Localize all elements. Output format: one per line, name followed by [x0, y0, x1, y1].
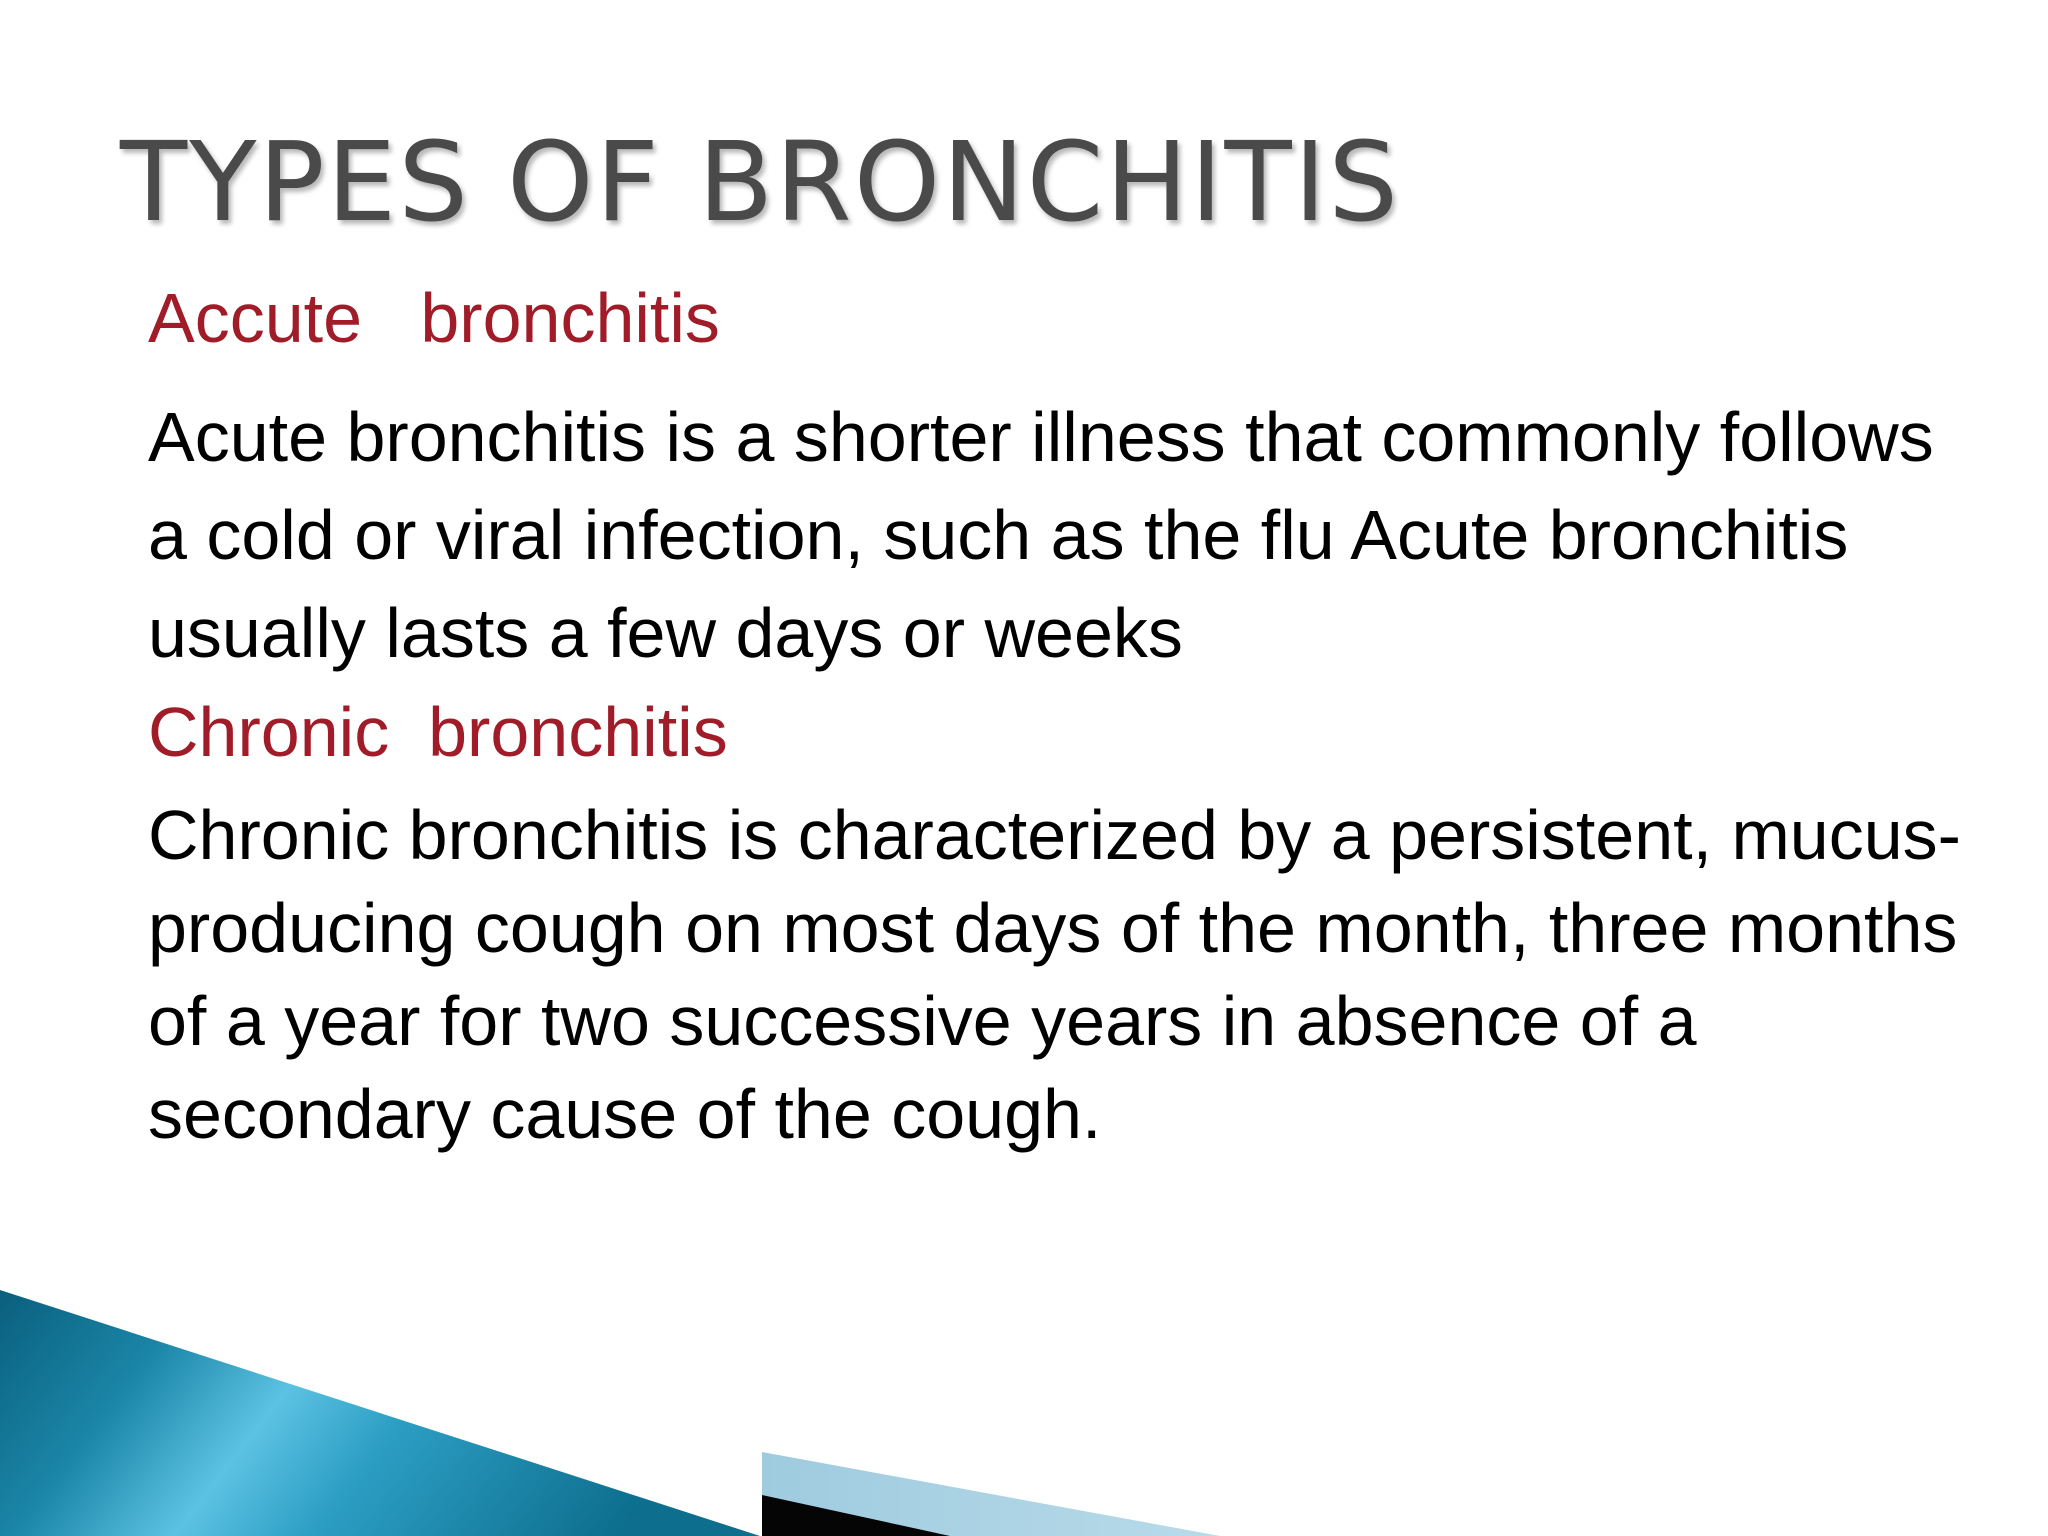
section-body-acute: Acute bronchitis is a shorter illness that commonly follows a cold or viral infection, such as the flu Acute bronchitis usually lasts a few days or weeks	[148, 398, 1934, 672]
accent-blue-wedge	[0, 1290, 760, 1536]
section-heading-acute-text: Accute bronchitis	[148, 279, 720, 357]
section-heading-chronic: Chronic bronchitis	[148, 693, 728, 771]
accent-dark-wedge	[762, 1495, 950, 1536]
accent-pale-wedge	[762, 1452, 1220, 1536]
section-body-chronic: Chronic bronchitis is characterized by a persistent, mucus-producing cough on most days of the month, three months of a year for two successive years in absence of a secondary cause of the cough.	[148, 796, 1961, 1153]
slide-title: TYPES OF BRONCHITIS	[120, 118, 1401, 246]
section-heading-acute	[148, 264, 1048, 362]
